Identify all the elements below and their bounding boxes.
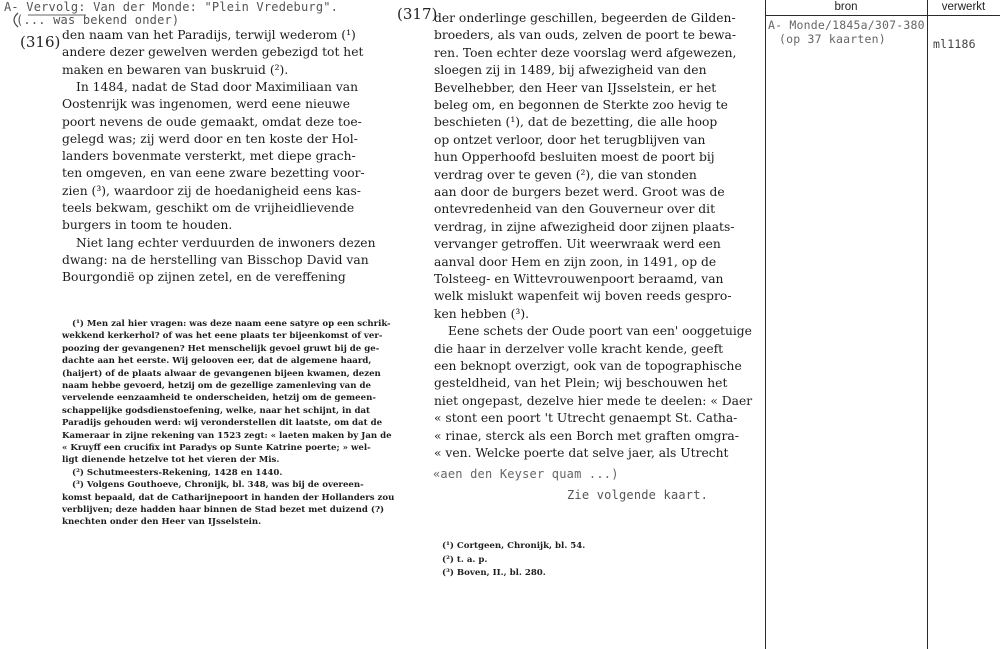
body-line: aan door de burgers bezet werd. Groot was de [434,185,725,199]
footnote-line: (haijert) of de plaats alwaar de gevangenen bijeen kwamen, dezen [62,368,381,379]
card-column-divider [927,0,928,649]
body-line: gelegd was; zij werd door en ten koste der Hol- [62,131,358,146]
footnote-line: (²) t. a. p. [442,554,488,565]
body-line: landers bovenmate versterkt, met diepe grach- [62,149,356,164]
footnote-line: wekkend kerkerhol? of was het eene plaats ter bijeenkomst of ver- [62,331,383,342]
card-header-bron: bron [834,1,858,13]
body-line: ten omgeven, en van eene zware bezetting voor- [62,166,365,181]
footnote-line: (³) Volgens Gouthoeve, Chronijk, bl. 348, was bij de overeen- [72,480,364,491]
index-card [765,0,1000,649]
footnote-line: Kameraar in zijne rekening van 1523 zegt: « laeten maken by Jan de [62,430,392,441]
body-line: beleg om, en begonnen de Sterkte zoo hevig te [434,98,728,112]
footnote-line: (¹) Men zal hier vragen: was deze naam eene satyre op een schrik- [72,319,391,329]
body-line: welk mislukt wapenfeit wij boven reeds gespro- [434,289,732,304]
footnote-line: ligt dienende hetzelve tot het vieren der Mis. [62,455,280,466]
body-line: der onderlinge geschillen, begeerden de Gilden- [434,11,736,25]
body-line: zien (³), waardoor zij de hoedanigheid eens kas- [62,183,361,198]
card-bron-line-2: (op 37 kaarten) [779,32,886,46]
body-line: « stont een poort 't Utrecht genaempt St. Catha- [434,411,738,426]
body-line: vervanger getroffen. Uit weerwraak werd een [434,237,721,252]
body-line: Eene schets der Oude poort van een' ooggetuige [448,324,752,339]
page-number-right: (317) [397,5,438,23]
body-line: aanval door Hem en zijn zoon, in 1491, op de [434,254,717,269]
footnote-line: « Kruyff een crucifix int Paradys op Sunte Katrine poerte; » wel- [62,443,371,453]
body-line: In 1484, nadat de Stad door Maximiliaan van [76,79,359,94]
card-bron-line-1: A- Monde/1845a/307-380 [768,18,925,32]
body-line: hun Opperhoofd besluiten moest de poort bij [434,150,715,165]
body-line: verdrag over te geven (²), die van stonden [434,167,697,182]
footnote-line: vervelende eenzaamheid te onderscheiden, hetzij om de gemeen- [62,393,376,404]
footnote-line: komst bepaald, dat de Catharijnepoort in handen der Hollanders zou [62,492,395,503]
underline-mark [28,13,88,17]
body-line: Niet lang echter verduurden de inwoners dezen [76,235,376,250]
body-line: niet ongepast, dezelve hier mede te deelen: « Daer [434,393,753,408]
body-line: op ontzet verloor, door het terugblijven van [434,132,706,147]
footnote-line: dachte aan het eerste. Wij gelooven eer, dat de algemene haard, [62,356,372,367]
footnote-line: schappelijke godsdienstoefening, welke, naar het schijnt, in dat [62,405,370,416]
typed-header-line-2: (... was bekend onder) [16,13,180,27]
footnote-line: knechten onder den Heer van IJsselstein. [62,517,262,528]
body-line: Bevelhebber, den Heer van IJsselstein, er het [434,80,717,95]
body-line: Oostenrijk was ingenomen, werd eene nieuwe [62,97,350,112]
body-line: andere dezer gewelven werden gebezigd tot het [62,45,364,60]
body-line: Bourgondië op zijnen zetel, en de vereffening [62,270,346,285]
body-line: ken hebben (³). [434,306,530,321]
footnote-line: Paradijs gehouden werd: wij veronderstellen dit laatste, om dat de [62,418,383,429]
bracket-mark [8,12,20,28]
card-header-rule [765,15,1000,16]
body-line: burgers in toom te houden. [62,218,233,233]
body-line: ontevredenheid van den Gouverneur over dit [434,202,716,217]
body-line: gesteldheid, van het Plein; wij beschouwen het [434,376,728,391]
body-line: ren. Toen echter deze voorslag werd afgewezen, [434,45,737,60]
card-left-border [765,0,766,649]
body-line: Tolsteeg- en Wittevrouwenpoort beraamd, van [434,272,724,286]
body-line: « ven. Welcke poerte dat selve jaer, als Utrecht [434,446,729,460]
footnote-line: (¹) Cortgeen, Chronijk, bl. 54. [442,541,586,551]
body-line: sloegen zij in 1489, bij afwezigheid van den [434,63,707,78]
card-header-verwerkt: verwerkt [941,1,986,13]
body-line: « rinae, sterck als een Borch met graften omgra- [434,428,739,443]
body-line: die haar in derzelver volle kracht kende, geeft [434,341,724,356]
body-line: broeders, als van ouds, zelven de poort te bewa- [434,28,736,43]
body-line: teels bekwam, geschikt om de vrijheidlievende [62,201,355,215]
continuation-note: Zie volgende kaart. [567,488,709,502]
footnote-line: (³) Boven, II., bl. 280. [442,568,546,578]
footnote-line: verblijven; deze hadden haar binnen de Stad bezet met duizend (?) [62,505,385,515]
body-line: poort nevens de oude gemaakt, omdat deze toe- [62,114,362,129]
body-line: een beknopt overzigt, ook van de topographische [434,359,742,373]
card-verwerkt-value: ml1186 [933,37,976,51]
body-line: maken en bewaren van buskruid (²). [62,62,289,77]
body-line: dwang: na de herstelling van Bisschop David van [62,252,369,267]
body-line: beschieten (¹), dat de bezetting, die alle hoop [434,115,718,130]
typed-header-line-1: A- Vervolg: Van der Monde: "Plein Vredeburg". [4,0,339,14]
body-line: verdrag, in zijne afwezigheid door zijnen plaats- [434,219,735,234]
footnote-line: naam hebbe gevoerd, hetzij om de gezellige zamenleving van de [62,381,371,391]
footnote-line: poozing der gevangenen? Het menschelijk gevoel gruwt bij de ge- [62,343,380,354]
footnote-line: (²) Schutmeesters-Rekening, 1428 en 1440. [72,467,283,478]
typed-tail: «aen den Keyser quam ...) [433,467,619,481]
body-line: den naam van het Paradijs, terwijl wederom (¹) [62,28,356,42]
page-number-left: (316) [20,33,61,51]
